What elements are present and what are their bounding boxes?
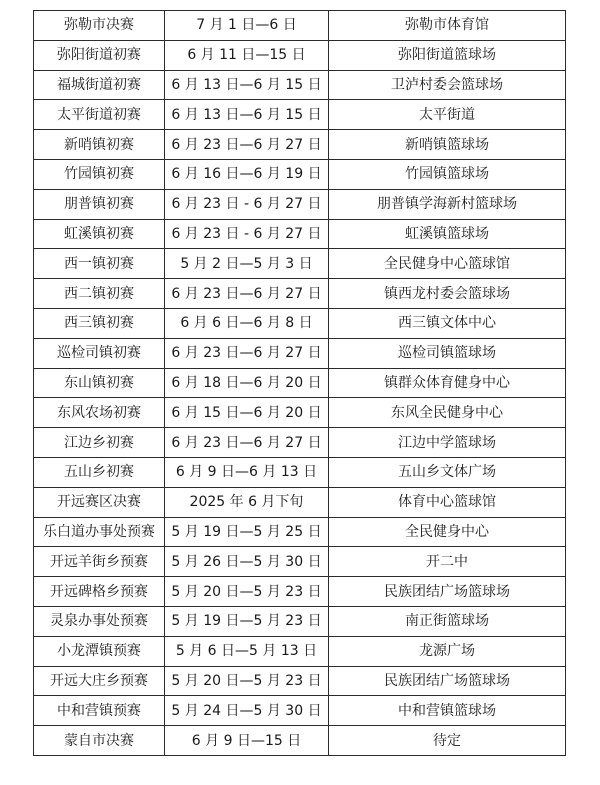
venue-cell: 朋普镇学海新村篮球场 xyxy=(329,189,566,219)
venue-cell: 镇西龙村委会篮球场 xyxy=(329,279,566,309)
venue-cell: 中和营镇篮球场 xyxy=(329,696,566,726)
venue-cell: 西三镇文体中心 xyxy=(329,308,566,338)
table-row xyxy=(34,40,566,70)
venue-cell: 弥阳街道篮球场 xyxy=(329,40,566,70)
date-range-cell: 6 月 11 日—15 日 xyxy=(165,40,329,70)
table-row xyxy=(34,428,566,458)
date-range-cell: 2025 年 6 月下旬 xyxy=(165,487,329,517)
table-row xyxy=(34,100,566,130)
date-range-cell: 6 月 23 日—6 月 27 日 xyxy=(165,279,329,309)
event-name-cell: 弥勒市决赛 xyxy=(34,11,165,41)
table-row xyxy=(34,308,566,338)
event-name-cell: 福城街道初赛 xyxy=(34,70,165,100)
venue-cell: 开二中 xyxy=(329,547,566,577)
event-name-cell: 竹园镇初赛 xyxy=(34,159,165,189)
event-name-cell: 江边乡初赛 xyxy=(34,428,165,458)
event-name-cell: 乐白道办事处预赛 xyxy=(34,517,165,547)
table-row xyxy=(34,130,566,160)
table-row xyxy=(34,159,566,189)
venue-cell: 太平街道 xyxy=(329,100,566,130)
venue-cell: 体育中心篮球馆 xyxy=(329,487,566,517)
event-name-cell: 新哨镇初赛 xyxy=(34,130,165,160)
venue-cell: 五山乡文体广场 xyxy=(329,457,566,487)
table-row xyxy=(34,487,566,517)
venue-cell: 卫泸村委会篮球场 xyxy=(329,70,566,100)
event-name-cell: 西二镇初赛 xyxy=(34,279,165,309)
date-range-cell: 6 月 15 日—6 月 20 日 xyxy=(165,398,329,428)
table-row xyxy=(34,189,566,219)
date-range-cell: 6 月 6 日—6 月 8 日 xyxy=(165,308,329,338)
schedule-table-body xyxy=(34,11,566,756)
venue-cell: 民族团结广场篮球场 xyxy=(329,666,566,696)
date-range-cell: 5 月 20 日—5 月 23 日 xyxy=(165,577,329,607)
table-row xyxy=(34,368,566,398)
venue-cell: 江边中学篮球场 xyxy=(329,428,566,458)
table-row xyxy=(34,457,566,487)
event-name-cell: 东山镇初赛 xyxy=(34,368,165,398)
event-name-cell: 小龙潭镇预赛 xyxy=(34,636,165,666)
table-row xyxy=(34,696,566,726)
date-range-cell: 5 月 24 日—5 月 30 日 xyxy=(165,696,329,726)
venue-cell: 巡检司镇篮球场 xyxy=(329,338,566,368)
table-row xyxy=(34,577,566,607)
date-range-cell: 6 月 16 日—6 月 19 日 xyxy=(165,159,329,189)
event-name-cell: 开远碑格乡预赛 xyxy=(34,577,165,607)
event-name-cell: 开远大庄乡预赛 xyxy=(34,666,165,696)
event-name-cell: 太平街道初赛 xyxy=(34,100,165,130)
date-range-cell: 6 月 9 日—6 月 13 日 xyxy=(165,457,329,487)
table-row xyxy=(34,11,566,41)
event-name-cell: 开远赛区决赛 xyxy=(34,487,165,517)
venue-cell: 全民健身中心篮球馆 xyxy=(329,249,566,279)
date-range-cell: 6 月 9 日—15 日 xyxy=(165,726,329,756)
venue-cell: 全民健身中心 xyxy=(329,517,566,547)
event-name-cell: 蒙自市决赛 xyxy=(34,726,165,756)
table-row xyxy=(34,666,566,696)
venue-cell: 东风全民健身中心 xyxy=(329,398,566,428)
venue-cell: 新哨镇篮球场 xyxy=(329,130,566,160)
date-range-cell: 5 月 26 日—5 月 30 日 xyxy=(165,547,329,577)
venue-cell: 竹园镇篮球场 xyxy=(329,159,566,189)
date-range-cell: 5 月 6 日—5 月 13 日 xyxy=(165,636,329,666)
date-range-cell: 5 月 19 日—5 月 25 日 xyxy=(165,517,329,547)
date-range-cell: 6 月 18 日—6 月 20 日 xyxy=(165,368,329,398)
venue-cell: 弥勒市体育馆 xyxy=(329,11,566,41)
venue-cell: 龙源广场 xyxy=(329,636,566,666)
date-range-cell: 6 月 23 日—6 月 27 日 xyxy=(165,428,329,458)
date-range-cell: 6 月 23 日—6 月 27 日 xyxy=(165,130,329,160)
table-row xyxy=(34,338,566,368)
event-name-cell: 虹溪镇初赛 xyxy=(34,219,165,249)
date-range-cell: 6 月 23 日—6 月 27 日 xyxy=(165,338,329,368)
event-name-cell: 西三镇初赛 xyxy=(34,308,165,338)
table-row xyxy=(34,636,566,666)
table-row xyxy=(34,606,566,636)
table-row xyxy=(34,219,566,249)
venue-cell: 镇群众体育健身中心 xyxy=(329,368,566,398)
event-name-cell: 灵泉办事处预赛 xyxy=(34,606,165,636)
table-row xyxy=(34,279,566,309)
table-row xyxy=(34,249,566,279)
table-row xyxy=(34,726,566,756)
venue-cell: 南正街篮球场 xyxy=(329,606,566,636)
table-row xyxy=(34,547,566,577)
date-range-cell: 6 月 13 日—6 月 15 日 xyxy=(165,100,329,130)
date-range-cell: 6 月 13 日—6 月 15 日 xyxy=(165,70,329,100)
date-range-cell: 6 月 23 日 - 6 月 27 日 xyxy=(165,219,329,249)
table-row xyxy=(34,517,566,547)
venue-cell: 民族团结广场篮球场 xyxy=(329,577,566,607)
venue-cell: 待定 xyxy=(329,726,566,756)
event-name-cell: 巡检司镇初赛 xyxy=(34,338,165,368)
event-name-cell: 五山乡初赛 xyxy=(34,457,165,487)
competition-schedule-table xyxy=(33,10,566,756)
date-range-cell: 5 月 19 日—5 月 23 日 xyxy=(165,606,329,636)
date-range-cell: 6 月 23 日 - 6 月 27 日 xyxy=(165,189,329,219)
table-row xyxy=(34,398,566,428)
event-name-cell: 朋普镇初赛 xyxy=(34,189,165,219)
event-name-cell: 东风农场初赛 xyxy=(34,398,165,428)
date-range-cell: 5 月 20 日—5 月 23 日 xyxy=(165,666,329,696)
event-name-cell: 弥阳街道初赛 xyxy=(34,40,165,70)
event-name-cell: 中和营镇预赛 xyxy=(34,696,165,726)
venue-cell: 虹溪镇篮球场 xyxy=(329,219,566,249)
date-range-cell: 7 月 1 日—6 日 xyxy=(165,11,329,41)
event-name-cell: 西一镇初赛 xyxy=(34,249,165,279)
date-range-cell: 5 月 2 日—5 月 3 日 xyxy=(165,249,329,279)
table-row xyxy=(34,70,566,100)
event-name-cell: 开远羊街乡预赛 xyxy=(34,547,165,577)
